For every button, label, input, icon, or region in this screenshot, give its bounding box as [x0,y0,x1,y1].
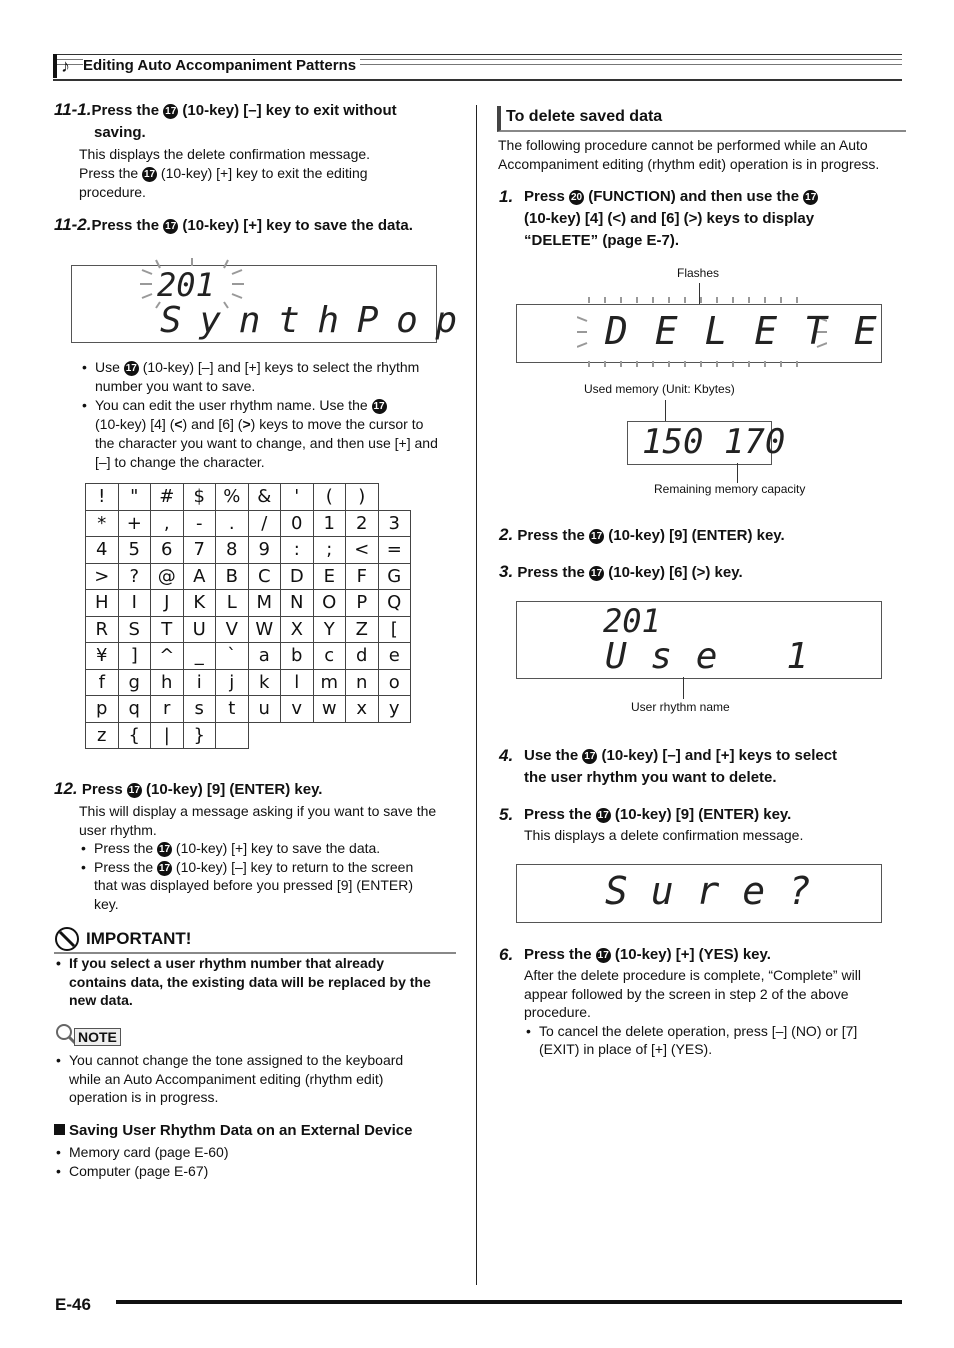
step-12-desc: This will display a message asking if you want to save the user rhythm. • Press the 17 (10-key) [+] key to save the data. • Press the 17 (10-key) [–] key to return to the screen that was displayed before you pressed [9] (ENTER) key. [79,802,469,913]
flashes-caption: Flashes [677,266,720,280]
char-cell: h [151,669,184,696]
char-cell: ¥ [86,643,119,670]
remaining-memory-caption: Remaining memory capacity [654,482,806,496]
char-cell: [ [378,616,411,643]
key-17-icon: 17 [143,169,156,180]
char-cell: q [118,696,151,723]
lcd-rhythm-number: 201 [603,602,661,640]
char-cell: V [216,616,249,643]
char-cell: E [313,563,346,590]
lcd-display-synthpop [71,265,456,343]
character-table [85,483,411,749]
char-cell: ) [346,484,379,511]
leader-line [665,400,666,422]
char-cell: l [281,669,314,696]
char-cell: ] [118,643,151,670]
chevron-left-icon: < [612,210,622,227]
key-17-icon: 17 [125,363,137,374]
key-17-icon: 17 [584,751,596,762]
char-cell: { [118,722,151,749]
char-cell: j [216,669,249,696]
chevron-left-icon: < [174,416,183,432]
key-17-icon: 17 [158,862,171,874]
char-cell: U [183,616,216,643]
step-5: 5. Press the 17 (10-key) [9] (ENTER) key. This displays a delete confirmation message. [499,805,804,843]
step-11-1-desc: This displays the delete confirmation message. Press the 17 (10-key) [+] key to exit the editing procedure. [79,146,371,200]
char-cell: u [248,696,281,723]
important-text: • If you select a user rhythm number that already contains data, the existing data will be replaced by the new data. [54,954,459,1010]
char-cell: K [183,590,216,617]
key-17-icon: 17 [158,844,171,855]
char-cell: ? [118,563,151,590]
note-header: NOTE [54,1022,134,1046]
leader-line [737,463,738,483]
char-cell: T [151,616,184,643]
key-17-icon: 17 [597,810,609,821]
char-cell: a [248,643,281,670]
key-17-icon: 17 [805,192,817,203]
chevron-right-icon: > [696,564,706,581]
char-cell: : [281,537,314,564]
char-cell [313,722,346,749]
char-cell: C [248,563,281,590]
char-cell: Z [346,616,379,643]
char-cell: B [216,563,249,590]
char-cell: s [183,696,216,723]
lcd-rhythm-number: 201 [157,266,215,304]
char-cell: d [346,643,379,670]
key-17-icon: 17 [597,950,609,961]
char-cell [378,484,411,511]
char-cell: Y [313,616,346,643]
char-cell: ` [216,643,249,670]
char-cell: 1 [313,510,346,537]
char-cell: g [118,669,151,696]
table-row [86,696,411,723]
step-6: 6. Press the 17 (10-key) [+] (YES) key. After the delete procedure is complete, “Complete” will appear followed by the screen in step 2 of the above procedure. • To cancel the delete operation, press [–] (NO) or [7] (EXIT) in place of [+] (YES). [499,944,899,1059]
char-cell [216,722,249,749]
char-cell: z [86,722,119,749]
char-cell: P [346,590,379,617]
char-cell: n [346,669,379,696]
user-rhythm-name-caption: User rhythm name [631,700,730,714]
char-cell: G [378,563,411,590]
table-row [86,643,411,670]
table-row [86,537,411,564]
char-cell: J [151,590,184,617]
char-cell: + [118,510,151,537]
char-cell: p [86,696,119,723]
char-cell: = [378,537,411,564]
key-17-icon: 17 [128,785,140,796]
char-cell: O [313,590,346,617]
char-cell: A [183,563,216,590]
char-cell: c [313,643,346,670]
char-cell: ! [86,484,119,511]
char-cell: # [151,484,184,511]
important-header: IMPORTANT! [54,926,456,954]
char-cell [378,722,411,749]
char-cell: F [346,563,379,590]
step-11-2: 11-2.Press the 17 (10-key) [+] key to save the data. [54,215,413,234]
char-cell: 4 [86,537,119,564]
saving-title: Saving User Rhythm Data on an External Device [54,1122,412,1139]
char-cell: * [86,510,119,537]
char-cell: , [151,510,184,537]
char-cell: f [86,669,119,696]
used-memory-caption: Used memory (Unit: Kbytes) [584,382,735,396]
char-cell: D [281,563,314,590]
key-20-icon: 20 [570,192,583,203]
section-heading: To delete saved data [497,106,906,132]
chevron-right-icon: > [688,210,698,227]
char-cell: % [216,484,249,511]
char-cell: L [216,590,249,617]
key-17-icon: 17 [373,401,385,412]
char-cell: w [313,696,346,723]
key-17-icon: 17 [165,221,177,232]
char-cell: b [281,643,314,670]
char-cell: & [248,484,281,511]
char-cell: I [118,590,151,617]
step-11-1: 11-1.Press the 17 (10-key) [–] key to exit without saving. [54,100,397,141]
char-cell: R [86,616,119,643]
list-item: • Memory card (page E-60) [54,1143,459,1162]
char-cell: M [248,590,281,617]
music-note-icon: ♪ [61,56,70,76]
square-bullet-icon [54,1124,65,1135]
char-cell: 0 [281,510,314,537]
char-cell: > [86,563,119,590]
table-row [86,722,411,749]
char-cell: W [248,616,281,643]
key-17-icon: 17 [591,568,603,579]
char-cell: x [346,696,379,723]
section-intro: The following procedure cannot be performed while an Auto Accompaniment editing (rhythm edit) operation is in progress. [498,137,880,172]
bullets-select: • Use 17 (10-key) [–] and [+] keys to select the rhythm number you want to save. • You can edit the user rhythm name. Use the 17 (10-key) [4] (<) and [6] (>) keys to move the cursor to the character you want to change, and then use [+] and [–] to change the character. [80,358,465,472]
step-3: 3. Press the 17 (10-key) [6] (>) key. [499,562,743,581]
step-12: 12. Press 17 (10-key) [9] (ENTER) key. [54,779,323,798]
char-cell: $ [183,484,216,511]
char-cell: 2 [346,510,379,537]
warning-pen-icon [54,926,80,952]
char-cell: y [378,696,411,723]
key-17-icon: 17 [165,106,177,117]
lcd-sure-text: S u r e ? [605,869,811,913]
char-cell: . [216,510,249,537]
char-cell: 7 [183,537,216,564]
char-cell: 6 [151,537,184,564]
char-cell: ^ [151,643,184,670]
lcd-display-memory [627,421,786,465]
page-number: E-46 [55,1295,91,1314]
header-title: Editing Auto Accompaniment Patterns [83,57,360,74]
lcd-rhythm-name: S y n t h P o p [160,300,456,341]
step-2: 2. Press the 17 (10-key) [9] (ENTER) key. [499,525,785,544]
char-cell: " [118,484,151,511]
char-cell: o [378,669,411,696]
char-cell: | [151,722,184,749]
char-cell: e [378,643,411,670]
footer-rule [116,1300,902,1304]
char-cell: 3 [378,510,411,537]
chevron-right-icon: > [242,416,251,432]
char-cell: } [183,722,216,749]
char-cell: ' [281,484,314,511]
page-header [53,54,902,78]
char-cell: 8 [216,537,249,564]
char-cell: r [151,696,184,723]
char-cell: @ [151,563,184,590]
key-17-icon: 17 [591,531,603,542]
char-cell: ( [313,484,346,511]
char-cell [248,722,281,749]
char-cell: t [216,696,249,723]
char-cell: H [86,590,119,617]
table-row [86,510,411,537]
lcd-display-delete [516,304,882,363]
char-cell: Q [378,590,411,617]
lcd-delete-text: D E L E T E [605,309,879,353]
char-cell: _ [183,643,216,670]
char-cell [346,722,379,749]
lcd-rhythm-name: U s e 1 [605,636,810,677]
note-text: • You cannot change the tone assigned to the keyboard while an Auto Accompaniment editing (rhythm edit) operation is in progress. [54,1051,459,1107]
char-cell [281,722,314,749]
lcd-display-use1 [516,601,882,679]
table-row [86,563,411,590]
column-divider [476,105,477,1285]
list-item: • Computer (page E-67) [54,1162,459,1181]
char-cell: v [281,696,314,723]
char-cell: N [281,590,314,617]
char-cell: < [346,537,379,564]
char-cell: ; [313,537,346,564]
table-row [86,484,411,511]
char-cell: 5 [118,537,151,564]
lcd-memory-values: 150 170 [642,422,786,462]
char-cell: S [118,616,151,643]
char-cell: X [281,616,314,643]
step-1: 1. Press 20 (FUNCTION) and then use the 17 (10-key) [4] (<) and [6] (>) keys to display “DELETE” (page E-7). [499,187,817,249]
char-cell: m [313,669,346,696]
saving-list [54,1143,459,1181]
char-cell: k [248,669,281,696]
leader-line [683,677,684,699]
table-row [86,669,411,696]
lcd-display-sure [516,864,882,923]
char-cell: / [248,510,281,537]
char-cell: - [183,510,216,537]
table-row [86,590,411,617]
table-row [86,616,411,643]
char-cell: i [183,669,216,696]
char-cell: 9 [248,537,281,564]
step-4: 4. Use the 17 (10-key) [–] and [+] keys to select the user rhythm you want to delete. [499,746,838,786]
